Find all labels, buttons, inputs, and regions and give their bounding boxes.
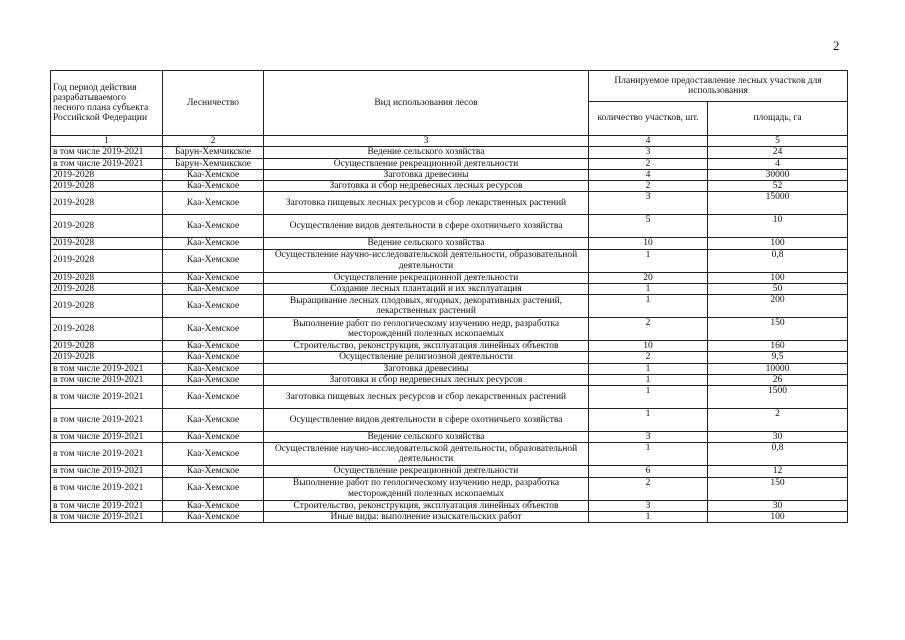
cell-count: 2 <box>589 352 708 363</box>
table-row <box>51 318 848 341</box>
cell-use-type: Ведение сельского хозяйства <box>264 238 589 249</box>
cell-forestry: Каа-Хемское <box>163 386 264 409</box>
cell-period: в том числе 2019-2021 <box>51 374 163 385</box>
table-row <box>51 272 848 283</box>
cell-period: в том числе 2019-2021 <box>51 386 163 409</box>
table-row <box>51 374 848 385</box>
cell-forestry: Каа-Хемское <box>163 238 264 249</box>
cell-period: в том числе 2019-2021 <box>51 443 163 466</box>
cell-area: 100 <box>708 272 848 283</box>
cell-area: 12 <box>708 466 848 477</box>
cell-area: 52 <box>708 181 848 192</box>
cell-count: 10 <box>589 341 708 352</box>
cell-area: 15000 <box>708 192 848 215</box>
cell-use-type: Заготовка древесины <box>264 169 589 180</box>
table-row <box>51 443 848 466</box>
cell-period: 2019-2028 <box>51 181 163 192</box>
cell-forestry: Каа-Хемское <box>163 511 264 522</box>
cell-use-type: Выполнение работ по геологическому изучению недр, разработка месторождений полезных ископаемых <box>264 318 589 341</box>
cell-forestry: Каа-Хемское <box>163 363 264 374</box>
cell-count: 4 <box>589 169 708 180</box>
cell-forestry: Каа-Хемское <box>163 318 264 341</box>
cell-period: 2019-2028 <box>51 272 163 283</box>
cell-count: 2 <box>589 158 708 169</box>
cell-forestry: Каа-Хемское <box>163 295 264 318</box>
table-row <box>51 341 848 352</box>
cell-use-type: Осуществление рекреационной деятельности <box>264 158 589 169</box>
header-forestry: Лесничество <box>163 71 264 136</box>
cell-area: 150 <box>708 477 848 500</box>
cell-area: 30000 <box>708 169 848 180</box>
cell-forestry: Каа-Хемское <box>163 466 264 477</box>
table-row <box>51 238 848 249</box>
cell-use-type: Осуществление научно-исследовательской деятельности, образовательной деятельности <box>264 443 589 466</box>
cell-period: 2019-2028 <box>51 318 163 341</box>
cell-count: 3 <box>589 192 708 215</box>
column-number: 1 <box>51 136 163 147</box>
cell-count: 5 <box>589 215 708 238</box>
cell-count: 1 <box>589 443 708 466</box>
cell-area: 10000 <box>708 363 848 374</box>
cell-forestry: Каа-Хемское <box>163 374 264 385</box>
cell-period: 2019-2028 <box>51 295 163 318</box>
cell-count: 1 <box>589 249 708 272</box>
cell-forestry: Каа-Хемское <box>163 272 264 283</box>
table-row <box>51 352 848 363</box>
cell-area: 50 <box>708 283 848 294</box>
cell-period: в том числе 2019-2021 <box>51 363 163 374</box>
page-number: 2 <box>833 38 840 53</box>
header-planned-group: Планируемое предоставление лесных участков для использования <box>589 71 848 102</box>
table-row <box>51 181 848 192</box>
table-row <box>51 283 848 294</box>
cell-period: 2019-2028 <box>51 249 163 272</box>
cell-period: в том числе 2019-2021 <box>51 409 163 432</box>
cell-period: 2019-2028 <box>51 352 163 363</box>
cell-count: 20 <box>589 272 708 283</box>
table-row <box>51 249 848 272</box>
cell-forestry: Каа-Хемское <box>163 192 264 215</box>
column-number: 2 <box>163 136 264 147</box>
cell-period: в том числе 2019-2021 <box>51 477 163 500</box>
cell-area: 9,5 <box>708 352 848 363</box>
cell-count: 1 <box>589 295 708 318</box>
cell-use-type: Выполнение работ по геологическому изучению недр, разработка месторождений полезных ископаемых <box>264 477 589 500</box>
cell-period: в том числе 2019-2021 <box>51 158 163 169</box>
cell-count: 3 <box>589 147 708 158</box>
cell-use-type: Выращивание лесных плодовых, ягодных, декоративных растений, лекарственных растений <box>264 295 589 318</box>
header-period: Год период действия разрабатываемого лесного плана субъекта Российской Федерации <box>51 71 163 136</box>
cell-count: 1 <box>589 409 708 432</box>
cell-area: 0,8 <box>708 443 848 466</box>
cell-area: 26 <box>708 374 848 385</box>
column-number: 4 <box>589 136 708 147</box>
cell-use-type: Создание лесных плантаций и их эксплуатация <box>264 283 589 294</box>
cell-use-type: Осуществление видов деятельности в сфере охотничьего хозяйства <box>264 409 589 432</box>
cell-area: 1500 <box>708 386 848 409</box>
cell-period: в том числе 2019-2021 <box>51 500 163 511</box>
cell-forestry: Барун-Хемчикское <box>163 147 264 158</box>
cell-area: 2 <box>708 409 848 432</box>
table-row <box>51 432 848 443</box>
cell-use-type: Заготовка пищевых лесных ресурсов и сбор лекарственных растений <box>264 192 589 215</box>
cell-period: в том числе 2019-2021 <box>51 466 163 477</box>
cell-area: 100 <box>708 238 848 249</box>
table-row <box>51 477 848 500</box>
table-row <box>51 215 848 238</box>
cell-period: в том числе 2019-2021 <box>51 432 163 443</box>
cell-period: 2019-2028 <box>51 169 163 180</box>
cell-count: 1 <box>589 374 708 385</box>
cell-period: в том числе 2019-2021 <box>51 147 163 158</box>
cell-forestry: Каа-Хемское <box>163 283 264 294</box>
column-number: 5 <box>708 136 848 147</box>
cell-forestry: Каа-Хемское <box>163 432 264 443</box>
header-area: площадь, га <box>708 102 848 136</box>
cell-period: 2019-2028 <box>51 215 163 238</box>
cell-count: 3 <box>589 432 708 443</box>
cell-forestry: Каа-Хемское <box>163 500 264 511</box>
table-row <box>51 500 848 511</box>
cell-area: 200 <box>708 295 848 318</box>
cell-use-type: Осуществление религиозной деятельности <box>264 352 589 363</box>
cell-area: 30 <box>708 432 848 443</box>
cell-count: 3 <box>589 500 708 511</box>
cell-use-type: Заготовка древесины <box>264 363 589 374</box>
table-row <box>51 169 848 180</box>
cell-area: 4 <box>708 158 848 169</box>
cell-area: 30 <box>708 500 848 511</box>
header-count: количество участков, шт. <box>589 102 708 136</box>
cell-use-type: Заготовка и сбор недревесных лесных ресурсов <box>264 374 589 385</box>
cell-area: 100 <box>708 511 848 522</box>
cell-use-type: Заготовка и сбор недревесных лесных ресурсов <box>264 181 589 192</box>
cell-count: 2 <box>589 318 708 341</box>
forest-plots-table <box>50 70 848 523</box>
table-row <box>51 386 848 409</box>
cell-forestry: Каа-Хемское <box>163 181 264 192</box>
cell-use-type: Иные виды: выполнение изыскательских работ <box>264 511 589 522</box>
cell-count: 1 <box>589 363 708 374</box>
table-row <box>51 511 848 522</box>
cell-count: 6 <box>589 466 708 477</box>
cell-forestry: Каа-Хемское <box>163 409 264 432</box>
table-row <box>51 295 848 318</box>
cell-forestry: Каа-Хемское <box>163 249 264 272</box>
cell-use-type: Заготовка пищевых лесных ресурсов и сбор лекарственных растений <box>264 386 589 409</box>
cell-count: 2 <box>589 477 708 500</box>
cell-area: 0,8 <box>708 249 848 272</box>
cell-forestry: Каа-Хемское <box>163 477 264 500</box>
cell-count: 1 <box>589 386 708 409</box>
cell-use-type: Осуществление научно-исследовательской деятельности, образовательной деятельности <box>264 249 589 272</box>
table-row <box>51 363 848 374</box>
cell-count: 10 <box>589 238 708 249</box>
cell-forestry: Каа-Хемское <box>163 169 264 180</box>
cell-forestry: Каа-Хемское <box>163 215 264 238</box>
cell-forestry: Каа-Хемское <box>163 341 264 352</box>
cell-forestry: Каа-Хемское <box>163 443 264 466</box>
cell-period: 2019-2028 <box>51 238 163 249</box>
table-row <box>51 147 848 158</box>
cell-use-type: Ведение сельского хозяйства <box>264 432 589 443</box>
cell-period: 2019-2028 <box>51 283 163 294</box>
cell-count: 1 <box>589 283 708 294</box>
header-use-type: Вид использования лесов <box>264 71 589 136</box>
cell-period: в том числе 2019-2021 <box>51 511 163 522</box>
table-row <box>51 192 848 215</box>
cell-forestry: Каа-Хемское <box>163 352 264 363</box>
cell-area: 10 <box>708 215 848 238</box>
table-row <box>51 466 848 477</box>
cell-count: 1 <box>589 511 708 522</box>
cell-use-type: Ведение сельского хозяйства <box>264 147 589 158</box>
cell-area: 150 <box>708 318 848 341</box>
column-number: 3 <box>264 136 589 147</box>
cell-period: 2019-2028 <box>51 192 163 215</box>
table-row <box>51 158 848 169</box>
cell-use-type: Осуществление рекреационной деятельности <box>264 272 589 283</box>
cell-area: 24 <box>708 147 848 158</box>
cell-use-type: Строительство, реконструкция, эксплуатация линейных объектов <box>264 500 589 511</box>
cell-use-type: Осуществление рекреационной деятельности <box>264 466 589 477</box>
cell-use-type: Строительство, реконструкция, эксплуатация линейных объектов <box>264 341 589 352</box>
cell-period: 2019-2028 <box>51 341 163 352</box>
cell-area: 160 <box>708 341 848 352</box>
cell-forestry: Барун-Хемчикское <box>163 158 264 169</box>
table-row <box>51 409 848 432</box>
cell-use-type: Осуществление видов деятельности в сфере охотничьего хозяйства <box>264 215 589 238</box>
cell-count: 2 <box>589 181 708 192</box>
